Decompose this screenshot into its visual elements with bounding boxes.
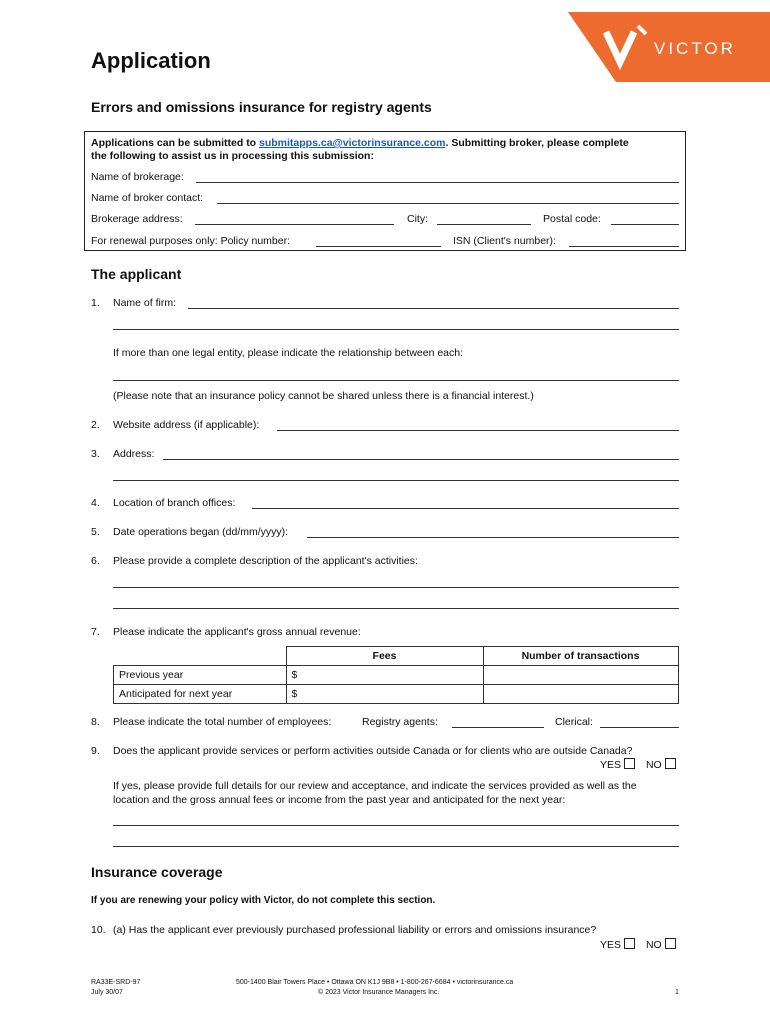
operations-date-field[interactable] bbox=[307, 537, 679, 538]
q9-no-checkbox[interactable] bbox=[665, 758, 676, 769]
address-field[interactable] bbox=[163, 459, 679, 460]
q2-number: 2. bbox=[91, 419, 100, 431]
website-field[interactable] bbox=[277, 430, 679, 431]
q10-no-checkbox[interactable] bbox=[665, 938, 676, 949]
intro-line-2: the following to assist us in processing this submission: bbox=[91, 150, 374, 162]
q1-policy-note: (Please note that an insurance policy cannot be shared unless there is a financial interest.) bbox=[113, 390, 534, 402]
q9-label: Does the applicant provide services or perform activities outside Canada or for clients who are outside Canada? bbox=[113, 745, 633, 757]
logo-text: VICTOR bbox=[654, 39, 736, 58]
registry-agents-field[interactable] bbox=[452, 727, 544, 728]
isn-field[interactable] bbox=[569, 246, 679, 247]
clerical-field[interactable] bbox=[600, 727, 679, 728]
activities-field-1[interactable] bbox=[113, 587, 679, 588]
clerical-label: Clerical: bbox=[555, 716, 593, 728]
row-label-previous-year: Previous year bbox=[114, 666, 287, 685]
q9-yes-checkbox[interactable] bbox=[624, 758, 635, 769]
q1-label: Name of firm: bbox=[113, 297, 177, 309]
next-year-transactions-field[interactable] bbox=[483, 685, 678, 704]
q9-yes-label: YES bbox=[600, 759, 622, 771]
footer-form-date: July 30/07 bbox=[91, 989, 123, 996]
entity-relationship-field[interactable] bbox=[113, 380, 679, 381]
q10-yes-no bbox=[600, 938, 676, 951]
city-field[interactable] bbox=[437, 224, 531, 225]
coverage-heading: Insurance coverage bbox=[91, 864, 223, 880]
q5-number: 5. bbox=[91, 526, 100, 538]
address-field-2[interactable] bbox=[113, 480, 679, 481]
row-label-next-year: Anticipated for next year bbox=[114, 685, 287, 704]
page-number: 1 bbox=[675, 989, 679, 996]
q9-no-label: NO bbox=[645, 759, 662, 771]
table-header-row bbox=[114, 647, 679, 666]
q10-no-label: NO bbox=[645, 939, 662, 951]
broker-contact-label: Name of broker contact: bbox=[91, 192, 204, 204]
q10-yes-label: YES bbox=[600, 939, 622, 951]
brokerage-address-label: Brokerage address: bbox=[91, 213, 183, 225]
table-row bbox=[114, 685, 679, 704]
activities-field-2[interactable] bbox=[113, 608, 679, 609]
q10-number: 10. bbox=[91, 924, 106, 936]
footer-address: 500-1400 Blair Towers Place • Ottawa ON K1J 9B8 • 1-800-267-6684 • victorinsurance.ca bbox=[236, 979, 514, 986]
q4-label: Location of branch offices: bbox=[113, 497, 236, 509]
page-subtitle: Errors and omissions insurance for registry agents bbox=[91, 99, 432, 115]
q6-label: Please provide a complete description of the applicant's activities: bbox=[113, 555, 418, 567]
page-title: Application bbox=[91, 48, 211, 73]
q10-label: (a) Has the applicant ever previously purchased professional liability or errors and omissions insurance? bbox=[113, 924, 597, 936]
branch-offices-field[interactable] bbox=[252, 508, 679, 509]
q7-number: 7. bbox=[91, 626, 100, 638]
next-year-fees-field[interactable]: $ bbox=[286, 685, 483, 704]
brokerage-name-label: Name of brokerage: bbox=[91, 171, 184, 183]
q9-yes-no bbox=[600, 758, 676, 771]
q6-number: 6. bbox=[91, 555, 100, 567]
q9-note-2: location and the gross annual fees or income from the past year and anticipated for the next year: bbox=[113, 794, 566, 806]
q2-label: Website address (if applicable): bbox=[113, 419, 260, 431]
q10-yes-checkbox[interactable] bbox=[624, 938, 635, 949]
q1-entity-note: If more than one legal entity, please indicate the relationship between each: bbox=[113, 347, 464, 359]
firm-name-field-2[interactable] bbox=[113, 329, 679, 330]
brokerage-address-field[interactable] bbox=[195, 224, 394, 225]
brokerage-name-field[interactable] bbox=[196, 182, 679, 183]
table-header-blank bbox=[114, 647, 287, 666]
q8-label: Please indicate the total number of employees: bbox=[113, 716, 332, 728]
q9-note-1: If yes, please provide full details for our review and acceptance, and indicate the services provided as well as the bbox=[113, 780, 637, 792]
table-row bbox=[114, 666, 679, 685]
q4-number: 4. bbox=[91, 497, 100, 509]
q3-label: Address: bbox=[113, 448, 155, 460]
q7-label: Please indicate the applicant's gross annual revenue: bbox=[113, 626, 361, 638]
postal-code-field[interactable] bbox=[611, 224, 679, 225]
outside-canada-field-2[interactable] bbox=[113, 846, 679, 847]
footer-form-code: RA33E-SRD-97 bbox=[91, 979, 141, 986]
intro-line-1: Applications can be submitted to submitapps.ca@victorinsurance.com. Submitting broker, please complete bbox=[91, 137, 629, 149]
submission-email-link[interactable]: submitapps.ca@victorinsurance.com bbox=[259, 137, 446, 149]
policy-number-field[interactable] bbox=[316, 246, 441, 247]
q9-number: 9. bbox=[91, 745, 100, 757]
postal-code-label: Postal code: bbox=[543, 213, 601, 225]
outside-canada-field-1[interactable] bbox=[113, 825, 679, 826]
city-label: City: bbox=[407, 213, 428, 225]
previous-year-fees-field[interactable]: $ bbox=[286, 666, 483, 685]
firm-name-field[interactable] bbox=[188, 308, 679, 309]
table-header-transactions: Number of transactions bbox=[483, 647, 678, 666]
q8-number: 8. bbox=[91, 716, 100, 728]
isn-label: ISN (Client's number): bbox=[453, 235, 556, 247]
registry-agents-label: Registry agents: bbox=[362, 716, 438, 728]
coverage-renewal-note: If you are renewing your policy with Victor, do not complete this section. bbox=[91, 895, 436, 906]
q3-number: 3. bbox=[91, 448, 100, 460]
applicant-heading: The applicant bbox=[91, 266, 182, 282]
policy-number-label: For renewal purposes only: Policy number: bbox=[91, 235, 291, 247]
victor-logo bbox=[568, 12, 770, 82]
footer-copyright: © 2023 Victor Insurance Managers Inc. bbox=[318, 989, 440, 996]
revenue-table bbox=[113, 646, 679, 704]
broker-info-box bbox=[84, 131, 686, 251]
table-header-fees: Fees bbox=[286, 647, 483, 666]
q5-label: Date operations began (dd/mm/yyyy): bbox=[113, 526, 289, 538]
broker-contact-field[interactable] bbox=[217, 203, 679, 204]
previous-year-transactions-field[interactable] bbox=[483, 666, 678, 685]
q1-number: 1. bbox=[91, 297, 100, 309]
